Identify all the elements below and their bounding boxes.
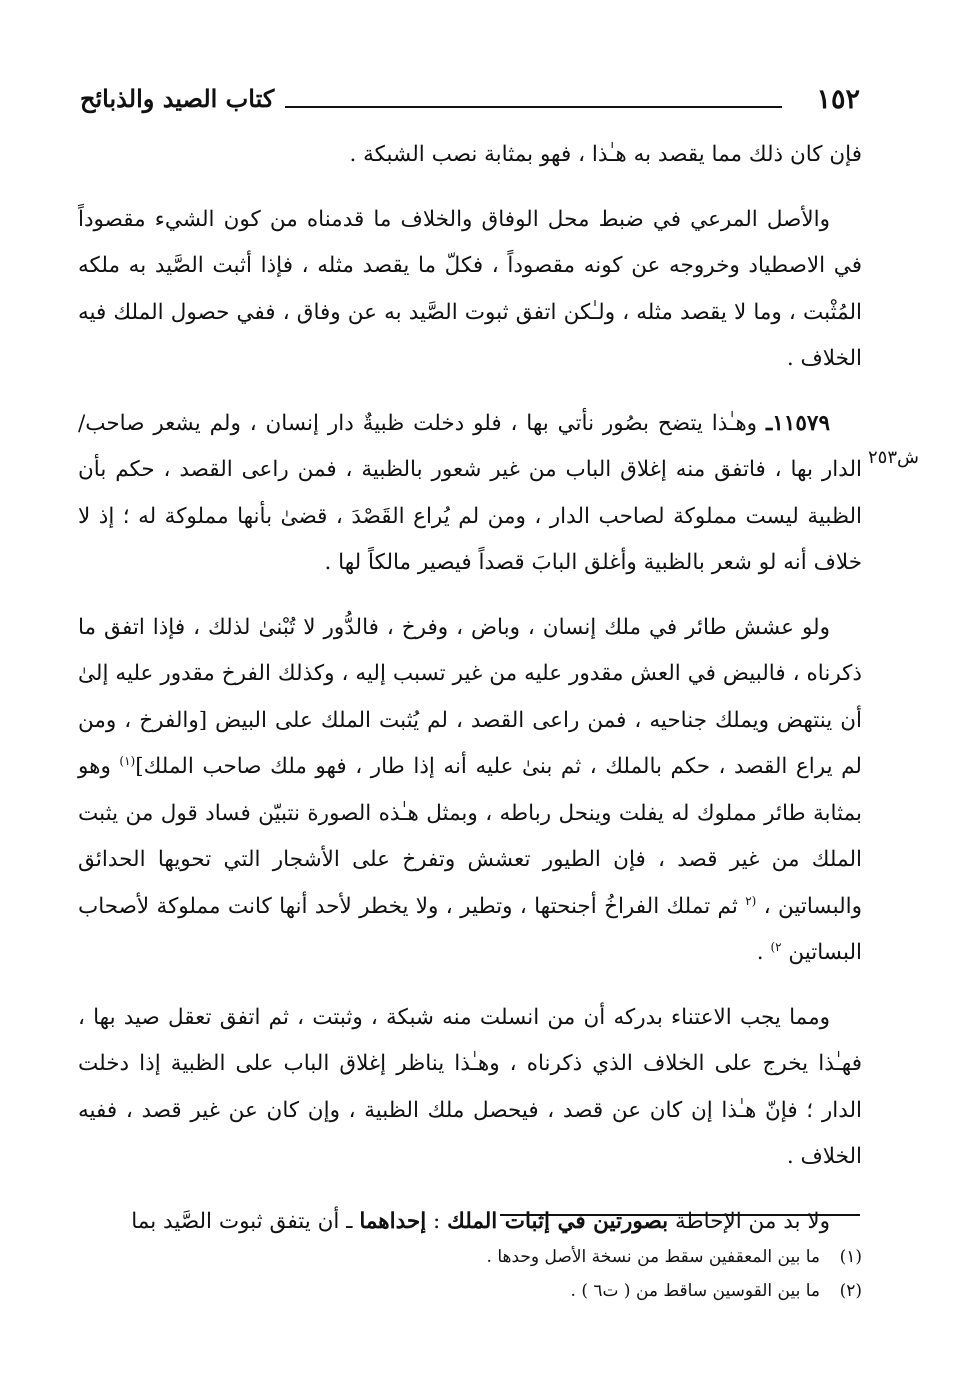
header-rule xyxy=(285,106,782,108)
footnote-text: ما بين القوسين ساقط من ( ت٦ ) . xyxy=(570,1281,820,1301)
footnotes xyxy=(300,1240,862,1308)
footnote-text: ما بين المعقفين سقط من نسخة الأصل وحدها . xyxy=(486,1247,820,1267)
paragraph-4 xyxy=(78,605,862,977)
paragraph-4-text-b: وهو بمثابة طائر مملوك له يفلت وينحل رباطه ، وبمثل هـٰذه الصورة نتبيّن فساد قول من يثبت الملك من غير قصد ، فإن الطيور تعشش وتفرخ على الأشجار التي تحويها الحدائق والبساتين ، xyxy=(78,754,862,919)
margin-page-reference: ش٢٥٣ xyxy=(868,447,919,468)
footnote-1 xyxy=(300,1240,862,1274)
paragraph-6 xyxy=(78,1199,862,1246)
footnote-number: (١) xyxy=(839,1247,862,1267)
paragraph-6-text-a: ولا بد من الإحاطة xyxy=(668,1208,830,1234)
paragraph-6-bold-2: إحداهما xyxy=(359,1208,427,1234)
paragraph-number: ١١٥٧٩ـ xyxy=(765,410,830,436)
paragraph-6-text-c: ـ أن يتفق ثبوت الصَّيد بما xyxy=(131,1208,360,1234)
footnote-ref-2-open: (٢ xyxy=(745,893,757,908)
paragraph-1: فإن كان ذلك مما يقصد به هـٰذا ، فهو بمثابة نصب الشبكة . xyxy=(349,142,862,167)
footnote-separator xyxy=(500,1214,860,1216)
footnote-ref-2-close: ٢) xyxy=(770,939,782,954)
page-header xyxy=(80,80,860,124)
paragraph-4-end: . xyxy=(756,940,771,965)
page-number: ١٥٢ xyxy=(816,84,860,115)
main-text xyxy=(78,132,862,1245)
book-title: كتاب الصيد والذبائح xyxy=(80,84,275,113)
footnote-number: (٢) xyxy=(839,1281,862,1301)
paragraph-3-text: وهـٰذا يتضح بصُور نأتي بها ، فلو دخلت ظبيةٌ دار إنسان ، ولم يشعر صاحب/ الدار بها ، فاتفق منه إغلاق الباب من غير شعور بالظبية ، فمن راعى القصد ، حكم بأن الظبية ليست مملوكة لصاحب الدار ، ومن لم يُراع القَصْدَ ، قضىٰ بأنها مملوكة له ؛ إذ لا خلاف أنه لو شعر بالظبية وأغلق البابَ قصداً فيصير مالكاً لها . xyxy=(78,410,862,575)
paragraph-6-text-b: : xyxy=(426,1208,448,1234)
footnote-ref-1: (١) xyxy=(119,753,136,768)
paragraph-2: والأصل المرعي في ضبط محل الوفاق والخلاف ما قدمناه من كون الشيء مقصوداً في الاصطياد وخروجه عن كونه مقصوداً ، فكلّ ما يقصد مثله ، فإذا أثبت الصَّيد به ملكه المُثْبت ، وما لا يقصد مثله ، ولـٰكن اتفق ثبوت الصَّيد به عن وفاق ، ففي حصول الملك فيه الخلاف . xyxy=(78,206,862,371)
paragraph-6-bold-1: بصورتين في إثبات الملك xyxy=(447,1208,669,1234)
paragraph-3 xyxy=(78,401,862,587)
paragraph-5: ومما يجب الاعتناء بدركه أن من انسلت منه شبكة ، وثبتت ، ثم اتفق تعقل صيد بها ، فهـٰذا يخرج على الخلاف الذي ذكرناه ، وهـٰذا يناظر إغلاق الباب على الظبية إذا دخلت الدار ؛ فإنّ هـٰذا إن كان عن قصد ، فيحصل ملك الظبية ، وإن كان عن غير قصد ، ففيه الخلاف . xyxy=(78,1004,862,1169)
paragraph-4-text-c: ثم تملك الفراخُ أجنحتها ، وتطير ، ولا يخطر لأحد أنها كانت مملوكة لأصحاب البساتين xyxy=(78,893,862,965)
paragraph-4-text-a: ولو عشش طائر في ملك إنسان ، وباض ، وفرخ ، فالدُّور لا تُبْنىٰ لذلك ، فإذا اتفق ما ذكرناه ، فالبيض في العش مقدور عليه من غير تسبب إليه ، وكذلك الفرخ مقدور عليه إلىٰ أن ينتهض ويملك جناحيه ، فمن راعى القصد ، لم يُثبت الملك على البيض [والفرخ ، ومن لم يراع القصد ، حكم بالملك ، ثم بنىٰ عليه أنه إذا طار ، فهو ملك صاحب الملك] xyxy=(78,614,862,779)
footnote-2 xyxy=(300,1274,862,1308)
